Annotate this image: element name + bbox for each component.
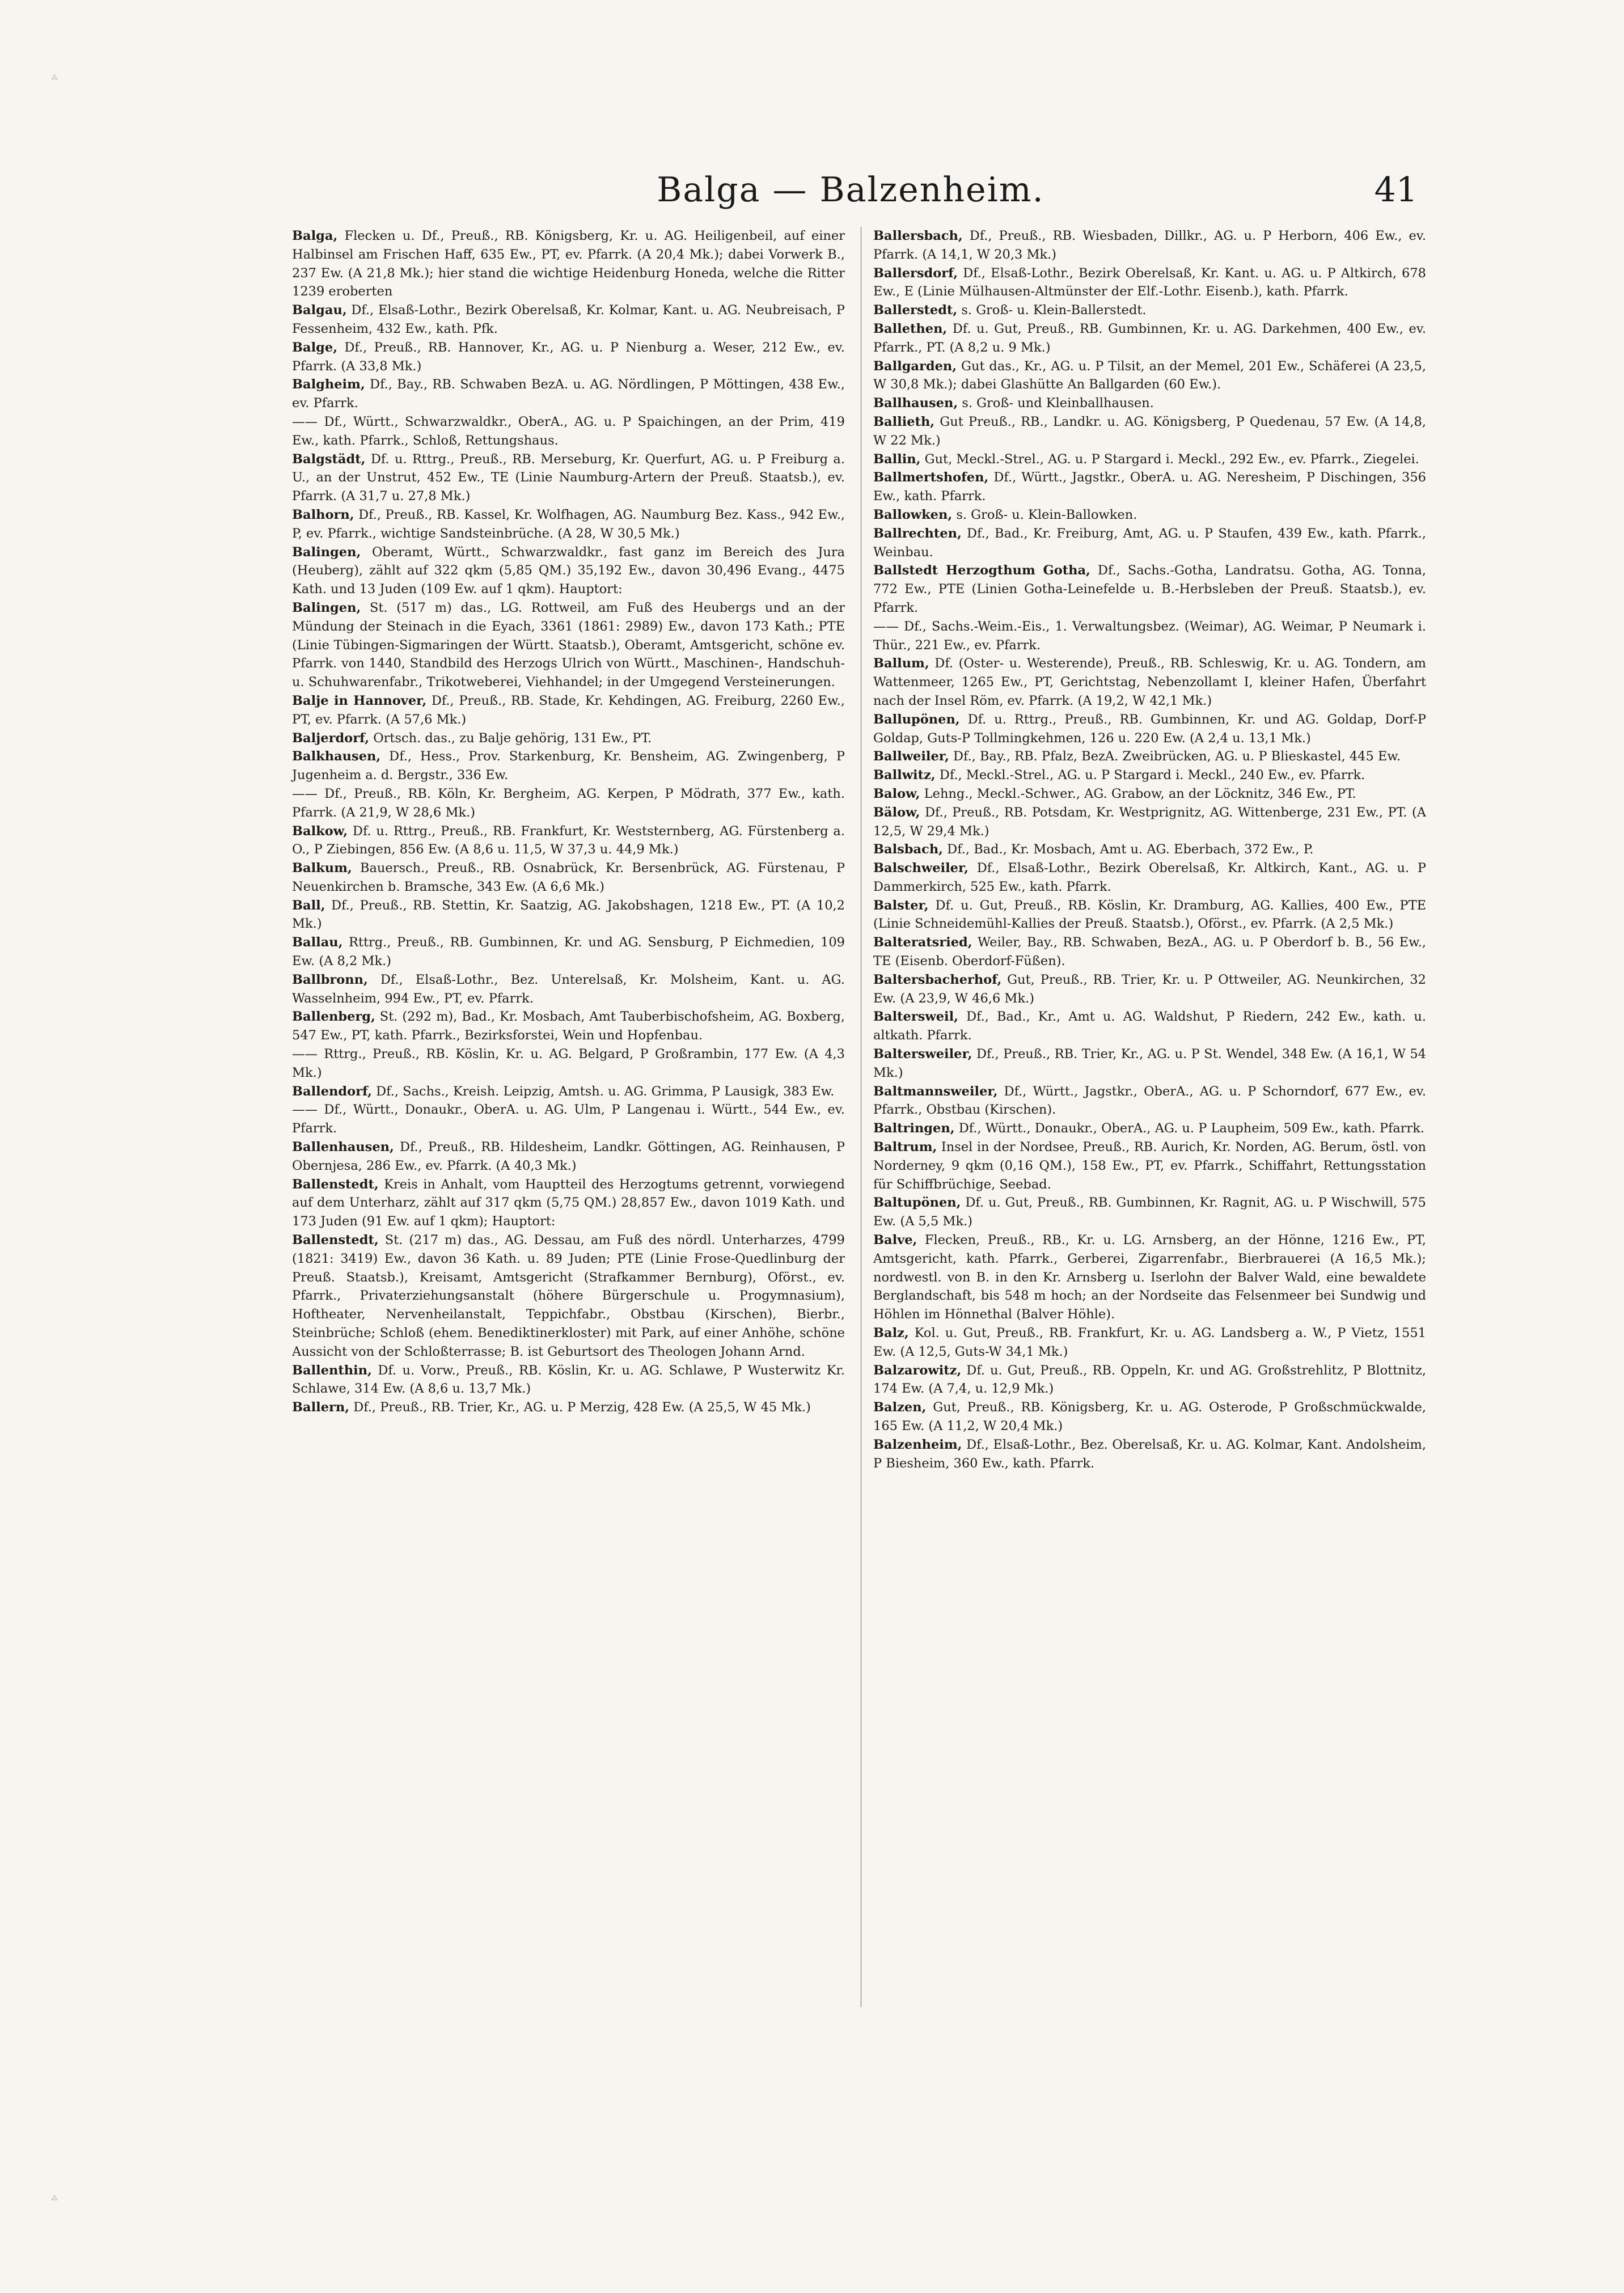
- entry-body: Df., Elsaß-Lothr., Bez. Unterelsaß, Kr. Molsheim, Kant. u. AG. Wasselnheim, 994 Ew., PT, ev. Pfarrk.: [292, 972, 845, 1006]
- entry-headword: Ballrechten,: [873, 526, 962, 541]
- entry-headword: Balzen,: [873, 1400, 927, 1415]
- entry-body: Gut, Meckl.-Strel., AG. u. P Stargard i. Meckl., 292 Ew., ev. Pfarrk., Ziegelei.: [920, 451, 1419, 467]
- gazetteer-entry: [873, 413, 1426, 450]
- gazetteer-entry: [873, 1138, 1426, 1194]
- entry-body: Flecken u. Df., Preuß., RB. Königsberg, Kr. u. AG. Heiligenbeil, auf einer Halbinsel am Frischen Haff, 635 Ew., PT, ev. Pfarrk. (A 20,4 Mk.); dabei Vorwerk B., 237 Ew. (A 21,8 Mk.); hier stand die wichtige Heidenburg Honeda, welche die Ritter 1239 eroberten: [292, 229, 845, 299]
- entry-body: Kol. u. Gut, Preuß., RB. Frankfurt, Kr. u. AG. Landsberg a. W., P Vietz, 1551 Ew. (A 12,5, Guts-W 34,1 Mk.): [873, 1326, 1426, 1359]
- entry-body: Df. u. Rttrg., Preuß., RB. Gumbinnen, Kr. und AG. Goldap, Dorf-P Goldap, Guts-P Tollmingkehmen, 126 u. 220 Ew. (A 2,4 u. 13,1 Mk.): [873, 712, 1426, 746]
- entry-body: Df., Preuß., RB. Potsdam, Kr. Westprignitz, AG. Wittenberge, 231 Ew., PT. (A 12,5, W 29,4 Mk.): [873, 805, 1426, 839]
- entry-headword: Baltupönen,: [873, 1195, 961, 1211]
- entry-headword: Ballbronn,: [292, 972, 368, 987]
- gazetteer-entry: [873, 357, 1426, 395]
- gazetteer-entry: [873, 301, 1426, 320]
- entry-headword: Ballgarden,: [873, 358, 957, 374]
- gazetteer-entry: [292, 1361, 845, 1399]
- entry-body: Df., Bad., Kr., Amt u. AG. Waldshut, P Riedern, 242 Ew., kath. u. altkath. Pfarrk.: [873, 1009, 1426, 1043]
- gazetteer-entry: [292, 1008, 845, 1045]
- gazetteer-entry: [292, 859, 845, 896]
- gazetteer-entry: [873, 1008, 1426, 1045]
- entry-headword: Balow,: [873, 786, 920, 801]
- entry-headword: Balingen,: [292, 600, 361, 615]
- entry-headword: Balhorn,: [292, 507, 354, 522]
- entry-body: Df. u. Gut, Preuß., RB. Köslin, Kr. Dramburg, AG. Kallies, 400 Ew., PTE (Linie Schneidemühl-Kallies der Preuß. Staatsb.), Oförst., ev. Pfarrk. (A 2,5 Mk.): [873, 898, 1426, 932]
- gazetteer-entry: [873, 710, 1426, 748]
- entry-headword: Ballersdorf,: [873, 265, 958, 281]
- entry-body: Insel in der Nordsee, Preuß., RB. Aurich, Kr. Norden, AG. Berum, östl. von Norderney, 9 qkm (0,16 QM.), 158 Ew., PT, ev. Pfarrk., Schiffahrt, Rettungsstation für Schiffbrüchige, Seebad.: [873, 1140, 1426, 1192]
- gazetteer-entry: [292, 227, 845, 301]
- entry-body: Df., Preuß., RB. Trier, Kr., AG. u. P Merzig, 428 Ew. (A 25,5, W 45 Mk.): [349, 1400, 811, 1415]
- gazetteer-entry: [873, 506, 1426, 524]
- entry-body: Gut das., Kr., AG. u. P Tilsit, an der Memel, 201 Ew., Schäferei (A 23,5, W 30,8 Mk.); dabei Glashütte An Ballgarden (60 Ew.).: [873, 358, 1426, 392]
- entry-headword: Ballin,: [873, 451, 921, 467]
- entry-headword: Ballupönen,: [873, 712, 960, 727]
- entry-headword: Balgau,: [292, 303, 347, 318]
- scan-mark-top: ⁂: [51, 74, 58, 82]
- entry-headword: Ballum,: [873, 656, 929, 671]
- entry-headword: Ballenstedt,: [292, 1177, 379, 1192]
- entry-headword: Balschweiler,: [873, 861, 969, 876]
- entry-body: Df. u. Gut, Preuß., RB. Oppeln, Kr. und AG. Großstrehlitz, P Blottnitz, 174 Ew. (A 7,4, u. 12,9 Mk.): [873, 1363, 1426, 1397]
- entry-headword: Balve,: [873, 1233, 917, 1248]
- entry-body: Df., Elsaß-Lothr., Bez. Oberelsaß, Kr. u. AG. Kolmar, Kant. Andolsheim, P Biesheim, 360 Ew., kath. Pfarrk.: [873, 1437, 1426, 1471]
- gazetteer-entry: [292, 1398, 845, 1417]
- gazetteer-entry: [873, 896, 1426, 934]
- entry-headword: Ballhausen,: [873, 396, 958, 411]
- entry-headword: Balzarowitz,: [873, 1363, 962, 1378]
- entry-headword: Ballenhausen,: [292, 1140, 394, 1155]
- entry-headword: Ballenthin,: [292, 1363, 372, 1378]
- entry-headword: Balsbach,: [873, 842, 944, 857]
- entry-headword: Balster,: [873, 898, 929, 913]
- running-head: Balga — Balzenheim.: [657, 170, 1044, 210]
- entry-headword: Balge,: [292, 340, 338, 355]
- gazetteer-entry: [292, 971, 845, 1008]
- entry-body: —— Df., Preuß., RB. Köln, Kr. Bergheim, AG. Kerpen, P Mödrath, 377 Ew., kath. Pfarrk. (A 21,9, W 28,6 Mk.): [292, 786, 845, 820]
- scan-mark-bottom: ⁂: [51, 2194, 58, 2202]
- gazetteer-entry: [873, 227, 1426, 264]
- entry-headword: Ballendorf,: [292, 1084, 372, 1099]
- entry-headword: Baltersbacherhof,: [873, 972, 1002, 987]
- entry-body: Df., Württ., Jagstkr., OberA., AG. u. P Schorndorf, 677 Ew., ev. Pfarrk., Obstbau (Kirschen).: [873, 1084, 1426, 1118]
- entry-headword: Balkhausen,: [292, 749, 381, 764]
- entry-body: —— Df., Sachs.-Weim.-Eis., 1. Verwaltungsbez. (Weimar), AG. Weimar, P Neumark i. Thür., 221 Ew., ev. Pfarrk.: [873, 619, 1426, 653]
- gazetteer-entry: [873, 1361, 1426, 1399]
- gazetteer-entry: [873, 1082, 1426, 1120]
- entry-body: Df., Württ., Donaukr., OberA., AG. u. P Laupheim, 509 Ew., kath. Pfarrk.: [954, 1121, 1425, 1136]
- gazetteer-entry: [873, 1194, 1426, 1231]
- gazetteer-entry: [292, 1082, 845, 1101]
- entry-body: s. Groß- und Kleinballhausen.: [958, 396, 1154, 411]
- gazetteer-entry: [292, 692, 845, 729]
- entry-headword: Baljerdorf,: [292, 730, 370, 746]
- entry-headword: Ballmertshofen,: [873, 470, 989, 485]
- entry-body: Df., Elsaß-Lothr., Bezirk Oberelsaß, Kr. Kant. u. AG. u. P Altkirch, 678 Ew., E (Linie Mülhausen-Altmünster der Elf.-Lothr. Eisenb.), kath. Pfarrk.: [873, 265, 1426, 299]
- entry-body: Lehng., Meckl.-Schwer., AG. Grabow, an der Löcknitz, 346 Ew., PT.: [920, 786, 1356, 801]
- entry-headword: Baltringen,: [873, 1121, 955, 1136]
- page-header: [284, 170, 1418, 221]
- gazetteer-entry: [873, 766, 1426, 785]
- entry-headword: Ball,: [292, 898, 325, 913]
- entry-body: Df. u. Gut, Preuß., RB. Gumbinnen, Kr. Ragnit, AG. u. P Wischwill, 575 Ew. (A 5,5 Mk.): [873, 1195, 1426, 1229]
- entry-body: Df., Hess., Prov. Starkenburg, Kr. Bensheim, AG. Zwingenberg, P Jugenheim a. d. Bergstr., 336 Ew.: [292, 749, 845, 783]
- entry-body: Df., Bad., Kr. Mosbach, Amt u. AG. Eberbach, 372 Ew., P.: [943, 842, 1314, 857]
- gazetteer-entry: [292, 413, 845, 450]
- entry-headword: Ballstedt Herzogthum Gotha,: [873, 563, 1090, 578]
- entry-headword: Baltmannsweiler,: [873, 1084, 998, 1099]
- entry-headword: Ballern,: [292, 1400, 350, 1415]
- entry-headword: Balzenheim,: [873, 1437, 962, 1452]
- entry-body: Rttrg., Preuß., RB. Gumbinnen, Kr. und AG. Sensburg, P Eichmedien, 109 Ew. (A 8,2 Mk.): [292, 935, 845, 969]
- entry-body: —— Df., Württ., Donaukr., OberA. u. AG. Ulm, P Langenau i. Württ., 544 Ew., ev. Pfarrk.: [292, 1102, 845, 1136]
- entry-body: Df. u. Rttrg., Preuß., RB. Merseburg, Kr. Querfurt, AG. u. P Freiburg a. U., an der Unstrut, 452 Ew., TE (Linie Naumburg-Artern der Preuß. Staatsb.), ev. Pfarrk. (A 31,7 u. 27,8 Mk.): [292, 451, 845, 504]
- entry-body: s. Groß- u. Klein-Ballowken.: [952, 507, 1137, 522]
- entry-body: Df., Preuß., RB. Stettin, Kr. Saatzig, AG. Jakobshagen, 1218 Ew., PT. (A 10,2 Mk.): [292, 898, 845, 932]
- gazetteer-entry: [873, 320, 1426, 357]
- gazetteer-entry: [873, 654, 1426, 710]
- gazetteer-entry: [873, 1045, 1426, 1082]
- entry-body: s. Groß- u. Klein-Ballerstedt.: [957, 303, 1147, 318]
- entry-body: Df., Bay., RB. Pfalz, BezA. Zweibrücken, AG. u. P Blieskastel, 445 Ew.: [949, 749, 1401, 764]
- entry-body: Gut, Preuß., RB. Königsberg, Kr. u. AG. Osterode, P Großschmückwalde, 165 Ew. (A 11,2, W 20,4 Mk.): [873, 1400, 1426, 1433]
- gazetteer-entry: [873, 747, 1426, 766]
- entry-headword: Balteratsried,: [873, 935, 972, 950]
- entry-headword: Ballethen,: [873, 321, 948, 336]
- gazetteer-entry: [873, 1398, 1426, 1436]
- entry-body: Df., Württ., Jagstkr., OberA. u. AG. Neresheim, P Dischingen, 356 Ew., kath. Pfarrk.: [873, 470, 1426, 504]
- entry-headword: Baltersweiler,: [873, 1047, 972, 1062]
- entry-body: Df., Preuß., RB. Hannover, Kr., AG. u. P Nienburg a. Weser, 212 Ew., ev. Pfarrk. (A 33,8 Mk.): [292, 340, 845, 374]
- entry-body: Df., Elsaß-Lothr., Bezirk Oberelsaß, Kr. Kolmar, Kant. u. AG. Neubreisach, P Fessenheim, 432 Ew., kath. Pfk.: [292, 303, 845, 336]
- entry-body: Df. u. Gut, Preuß., RB. Gumbinnen, Kr. u. AG. Darkehmen, 400 Ew., ev. Pfarrk., PT. (A 8,2 u. 9 Mk.): [873, 321, 1426, 355]
- entry-body: Kreis in Anhalt, vom Hauptteil des Herzogtums getrennt, vorwiegend auf dem Unterharz, zählt auf 317 qkm (5,75 QM.) 28,857 Ew., davon 1019 Kath. und 173 Juden (91 Ew. auf 1 qkm); Hauptort:: [292, 1177, 845, 1229]
- gazetteer-entry: [873, 803, 1426, 841]
- gazetteer-entry: [292, 506, 845, 543]
- gazetteer-entry: [873, 785, 1426, 803]
- entry-headword: Ballwitz,: [873, 768, 936, 783]
- gazetteer-entry: [873, 1231, 1426, 1324]
- entry-headword: Ballenstedt,: [292, 1233, 379, 1248]
- gazetteer-entry: [873, 561, 1426, 617]
- entry-body: Df., Elsaß-Lothr., Bezirk Oberelsaß, Kr. Altkirch, Kant., AG. u. P Dammerkirch, 525 Ew., kath. Pfarrk.: [873, 861, 1426, 894]
- gazetteer-entry: [873, 617, 1426, 655]
- entry-headword: Ballweiler,: [873, 749, 949, 764]
- gazetteer-entry: [292, 1138, 845, 1175]
- gazetteer-entry: [292, 933, 845, 971]
- entry-headword: Baltersweil,: [873, 1009, 958, 1025]
- gazetteer-entry: [873, 1119, 1426, 1138]
- gazetteer-entry: [873, 264, 1426, 302]
- gazetteer-entry: [292, 729, 845, 748]
- entry-body: Weiler, Bay., RB. Schwaben, BezA., AG. u. P Oberdorf b. B., 56 Ew., TE (Eisenb. Oberdorf-Füßen).: [873, 935, 1426, 969]
- entry-headword: Ballowken,: [873, 507, 953, 522]
- gazetteer-entry: [873, 450, 1426, 469]
- entry-headword: Ballerstedt,: [873, 303, 958, 318]
- entry-body: Gut Preuß., RB., Landkr. u. AG. Königsberg, P Quedenau, 57 Ew. (A 14,8, W 22 Mk.): [873, 414, 1426, 448]
- gazetteer-entry: [873, 524, 1426, 562]
- entry-body: Oberamt, Württ., Schwarzwaldkr., fast ganz im Bereich des Jura (Heuberg), zählt auf 322 qkm (5,85 QM.) 35,192 Ew., davon 30,496 Evang., 4475 Kath. und 13 Juden (109 Ew. auf 1 qkm). Hauptort:: [292, 544, 845, 597]
- entry-body: St. (217 m) das., AG. Dessau, am Fuß des nördl. Unterharzes, 4799 (1821: 3419) Ew., davon 36 Kath. u. 89 Juden; PTE (Linie Frose-Quedlinburg der Preuß. Staatsb.), Kreisamt, Amtsgericht (Strafkammer Bernburg), Oförst., ev. Pfarrk., Privaterziehungsanstalt (höhere Bürgerschule u. Progymnasium), Hoftheater, Nervenheilanstalt, Teppichfabr., Obstbau (Kirschen), Bierbr., Steinbrüche; Schloß (ehem. Benediktinerkloster) mit Park, auf einer Anhöhe, schöne Aussicht von der Schloßterrasse; B. ist Geburtsort des Theologen Johann Arnd.: [292, 1233, 845, 1359]
- entry-headword: Balingen,: [292, 544, 361, 560]
- gazetteer-entry: [873, 1436, 1426, 1473]
- gazetteer-entry: [873, 468, 1426, 506]
- right-column: [873, 227, 1426, 1473]
- gazetteer-entry: [292, 543, 845, 599]
- gazetteer-entry: [292, 822, 845, 860]
- gazetteer-entry: [292, 1045, 845, 1082]
- gazetteer-entry: [292, 375, 845, 413]
- entry-body: Ortsch. das., zu Balje gehörig, 131 Ew., PT.: [369, 730, 652, 746]
- gazetteer-entry: [873, 1324, 1426, 1361]
- entry-body: —— Df., Württ., Schwarzwaldkr., OberA., AG. u. P Spaichingen, an der Prim, 419 Ew., kath. Pfarrk., Schloß, Rettungshaus.: [292, 414, 845, 448]
- entry-headword: Balga,: [292, 229, 338, 243]
- entry-body: Df., Preuß., RB. Wiesbaden, Dillkr., AG. u. P Herborn, 406 Ew., ev. Pfarrk. (A 14,1, W 20,3 Mk.): [873, 229, 1426, 262]
- entry-headword: Ballau,: [292, 935, 343, 950]
- entry-headword: Balz,: [873, 1326, 909, 1341]
- entry-body: St. (517 m) das., LG. Rottweil, am Fuß des Heubergs und an der Mündung der Steinach in die Eyach, 3361 (1861: 2989) Ew., davon 173 Kath.; PTE (Linie Tübingen-Sigmaringen der Württ. Staatsb.), Oberamt, Amtsgericht, schöne ev. Pfarrk. von 1440, Standbild des Herzogs Ulrich von Württ., Maschinen-, Handschuh- u. Schuhwarenfabr., Trikotweberei, Viehhandel; in der Umgegend Versteinerungen.: [292, 600, 845, 690]
- entry-headword: Ballenberg,: [292, 1009, 375, 1025]
- entry-body: Bauersch., Preuß., RB. Osnabrück, Kr. Bersenbrück, AG. Fürstenau, P Neuenkirchen b. Bramsche, 343 Ew. (A 6,6 Mk.): [292, 861, 845, 894]
- entry-headword: Balgstädt,: [292, 451, 366, 467]
- gazetteer-entry: [873, 840, 1426, 859]
- gazetteer-entry: [873, 971, 1426, 1008]
- entry-body: Flecken, Preuß., RB., Kr. u. LG. Arnsberg, an der Hönne, 1216 Ew., PT, Amtsgericht, kath. Pfarrk., Gerberei, Zigarrenfabr., Bierbrauerei (A 16,5 Mk.); nordwestl. von B. in den Kr. Arnsberg u. Iserlohn der Balver Wald, eine bewaldete Berglandschaft, bis 548 m hoch; an der Nordseite das Felsenmeer bei Sundwig und Höhlen im Hönnethal (Balver Höhle).: [873, 1233, 1426, 1322]
- entry-body: Df., Preuß., RB. Hildesheim, Landkr. Göttingen, AG. Reinhausen, P Obernjesa, 286 Ew., ev. Pfarrk. (A 40,3 Mk.): [292, 1140, 845, 1173]
- gazetteer-entry: [292, 896, 845, 934]
- entry-headword: Balkum,: [292, 861, 352, 876]
- entry-body: Df., Preuß., RB. Trier, Kr., AG. u. P St. Wendel, 348 Ew. (A 16,1, W 54 Mk.): [873, 1047, 1426, 1080]
- entry-body: Df., Sachs.-Gotha, Landratsu. Gotha, AG. Tonna, 772 Ew., PTE (Linien Gotha-Leinefelde u. B.-Herbsleben der Preuß. Staatsb.), ev. Pfarrk.: [873, 563, 1426, 615]
- gazetteer-entry: [873, 933, 1426, 971]
- entry-body: Df., Bad., Kr. Freiburg, Amt, AG. u. P Staufen, 439 Ew., kath. Pfarrk., Weinbau.: [873, 526, 1426, 560]
- entry-headword: Balgheim,: [292, 377, 365, 392]
- gazetteer-entry: [292, 450, 845, 506]
- entry-body: Df. u. Rttrg., Preuß., RB. Frankfurt, Kr. Weststernberg, AG. Fürstenberg a. O., P Ziebingen, 856 Ew. (A 8,6 u. 11,5, W 37,3 u. 44,9 Mk.): [292, 823, 845, 857]
- entry-headword: Ballieth,: [873, 414, 935, 429]
- gazetteer-entry: [292, 1101, 845, 1138]
- entry-body: —— Rttrg., Preuß., RB. Köslin, Kr. u. AG. Belgard, P Großrambin, 177 Ew. (A 4,3 Mk.): [292, 1047, 845, 1080]
- entry-headword: Baltrum,: [873, 1140, 937, 1155]
- gazetteer-entry: [292, 785, 845, 822]
- gazetteer-entry: [292, 1231, 845, 1361]
- gazetteer-entry: [873, 859, 1426, 896]
- entry-body: Df., Preuß., RB. Stade, Kr. Kehdingen, AG. Freiburg, 2260 Ew., PT, ev. Pfarrk. (A 57,6 Mk.): [292, 693, 845, 727]
- gazetteer-entry: [292, 747, 845, 785]
- entry-body: Df., Sachs., Kreish. Leipzig, Amtsh. u. AG. Grimma, P Lausigk, 383 Ew.: [371, 1084, 835, 1099]
- gazetteer-entry: [292, 339, 845, 376]
- entry-body: Df., Preuß., RB. Kassel, Kr. Wolfhagen, AG. Naumburg Bez. Kass., 942 Ew., P, ev. Pfarrk., wichtige Sandsteinbrüche. (A 28, W 30,5 Mk.): [292, 507, 845, 541]
- entry-body: Df., Meckl.-Strel., AG. u. P Stargard i. Meckl., 240 Ew., ev. Pfarrk.: [935, 768, 1365, 783]
- entry-headword: Balje in Hannover,: [292, 693, 427, 708]
- entry-body: Df. (Oster- u. Westerende), Preuß., RB. Schleswig, Kr. u. AG. Tondern, am Wattenmeer, 1265 Ew., PT, Gerichtstag, Nebenzollamt I, kleiner Hafen, Überfahrt nach der Insel Röm, ev. Pfarrk. (A 19,2, W 42,1 Mk.): [873, 656, 1426, 708]
- entry-body: Df. u. Vorw., Preuß., RB. Köslin, Kr. u. AG. Schlawe, P Wusterwitz Kr. Schlawe, 314 Ew. (A 8,6 u. 13,7 Mk.): [292, 1363, 845, 1397]
- left-column: [292, 227, 845, 1417]
- gazetteer-entry: [292, 599, 845, 692]
- entry-headword: Bälow,: [873, 805, 920, 820]
- entry-body: St. (292 m), Bad., Kr. Mosbach, Amt Tauberbischofsheim, AG. Boxberg, 547 Ew., PT, kath. Pfarrk., Bezirksforstei, Wein und Hopfenbau.: [292, 1009, 845, 1043]
- entry-body: Df., Bay., RB. Schwaben BezA. u. AG. Nördlingen, P Möttingen, 438 Ew., ev. Pfarrk.: [292, 377, 845, 411]
- entry-body: Gut, Preuß., RB. Trier, Kr. u. P Ottweiler, AG. Neunkirchen, 32 Ew. (A 23,9, W 46,6 Mk.): [873, 972, 1426, 1006]
- page-number: 41: [1374, 170, 1418, 210]
- entry-headword: Ballersbach,: [873, 229, 963, 243]
- entry-headword: Balkow,: [292, 823, 348, 839]
- gazetteer-entry: [292, 1175, 845, 1231]
- gazetteer-entry: [292, 301, 845, 339]
- gazetteer-entry: [873, 394, 1426, 413]
